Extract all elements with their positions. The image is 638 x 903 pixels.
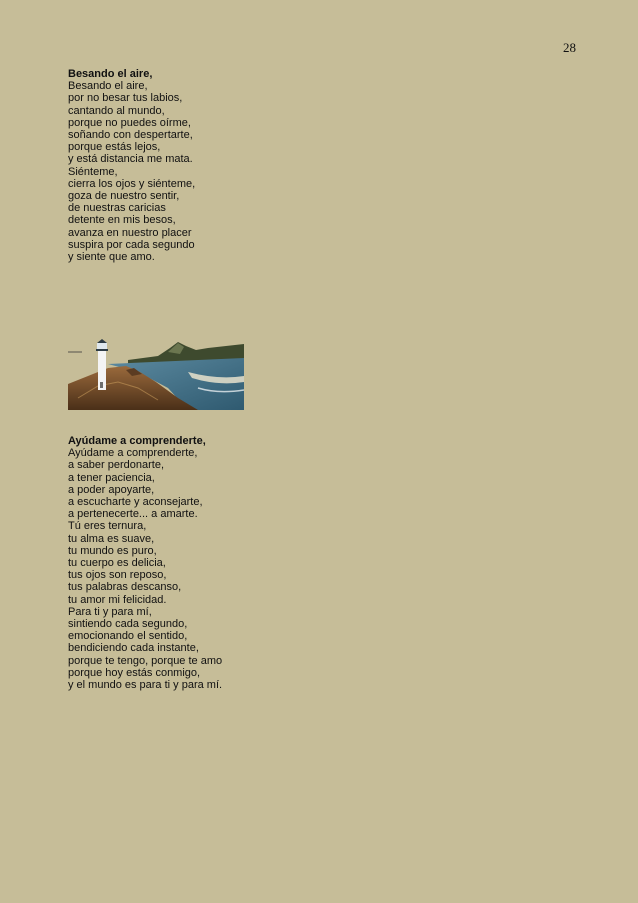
poem-line: soñando con despertarte, [68, 129, 193, 142]
poem-line: Tú eres ternura, [68, 520, 147, 533]
lighthouse-gallery [96, 349, 108, 351]
poem-line: goza de nuestro sentir, [68, 190, 180, 203]
poem-line: detente en mis besos, [68, 214, 176, 227]
poem-line: a pertenecerte... a amarte. [68, 508, 198, 521]
poem-line: porque estás lejos, [68, 141, 161, 154]
poem-line: tu alma es suave, [68, 532, 155, 545]
poem-line: tus ojos son reposo, [68, 569, 167, 582]
poem-line: avanza en nuestro placer [68, 226, 192, 239]
poem-line: cierra los ojos y siénteme, [68, 177, 196, 190]
poem-ayudame-a-comprenderte [68, 435, 222, 691]
poem-line: bendiciendo cada instante, [68, 642, 199, 655]
poem-line: Besando el aire, [68, 80, 148, 93]
poem-line: porque te tengo, porque te amo [68, 654, 223, 667]
poem-line: porque hoy estás conmigo, [68, 666, 201, 679]
poem-line: Siénteme, [68, 165, 118, 178]
poem-title: Ayúdame a comprenderte, [68, 435, 206, 447]
poem-line: y está distancia me mata. [68, 153, 193, 166]
poem-line: Para ti y para mí, [68, 605, 152, 618]
poem-line: por no besar tus labios, [68, 92, 183, 105]
poem-line: emocionando el sentido, [68, 630, 188, 643]
lighthouse-lantern [97, 343, 107, 349]
poem-line: Ayúdame a comprenderte, [68, 447, 198, 460]
poem-line: a saber perdonarte, [68, 459, 165, 472]
poem-title: Besando el aire, [68, 68, 153, 80]
lighthouse-door [100, 382, 103, 388]
page-number: 28 [563, 40, 576, 55]
poem-line: sintiendo cada segundo, [68, 618, 188, 631]
poem-line: a escucharte y aconsejarte, [68, 496, 203, 509]
poem-line: tu amor mi felicidad. [68, 593, 167, 606]
poem-line: tu mundo es puro, [68, 544, 157, 557]
poem-besando-el-aire [68, 68, 195, 263]
poem-line: y el mundo es para ti y para mí. [68, 679, 223, 692]
lighthouse-coast-illustration [68, 338, 244, 410]
poem-line: y siente que amo. [68, 251, 155, 264]
poem-line: porque no puedes oírme, [68, 116, 191, 129]
lighthouse-roof [97, 339, 107, 343]
poem-line: cantando al mundo, [68, 104, 165, 117]
poem-line: de nuestras caricias [68, 202, 166, 215]
poem-line: a tener paciencia, [68, 471, 155, 484]
poem-line: tu cuerpo es delicia, [68, 557, 166, 570]
poem-line: a poder apoyarte, [68, 483, 155, 496]
poem-line: suspira por cada segundo [68, 238, 195, 251]
poem-line: tus palabras descanso, [68, 581, 182, 594]
